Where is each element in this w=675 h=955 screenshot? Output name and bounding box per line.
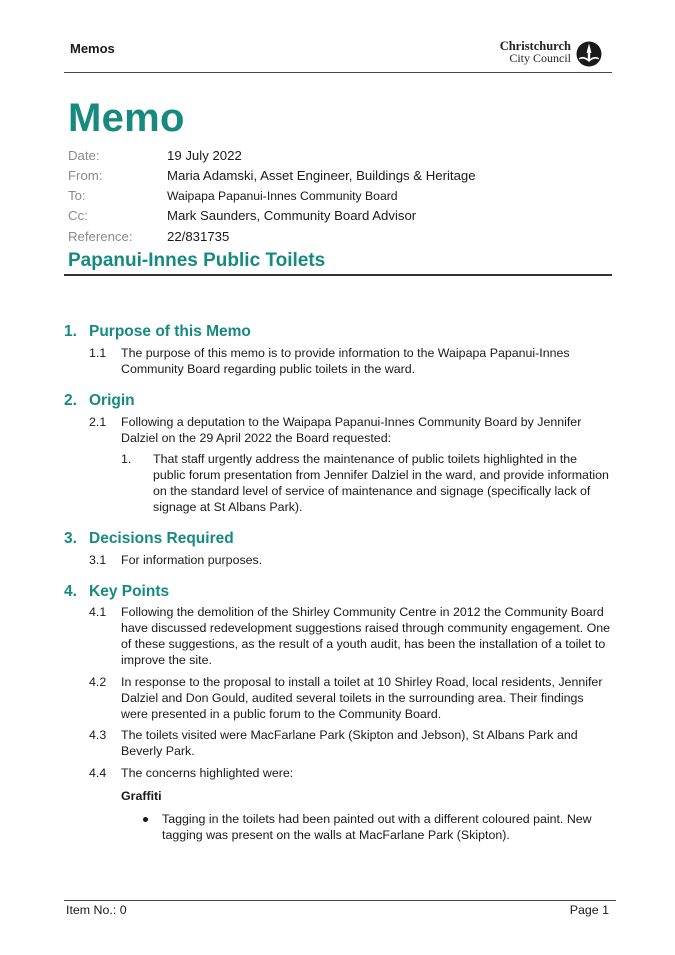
council-logo [498,40,602,70]
section-number: 2. [64,392,77,409]
section-title: Purpose of this Memo [89,323,251,340]
item-number: 1. [121,452,132,466]
bullet-dot-icon [143,817,148,822]
meta-value: 19 July 2022 [167,148,242,163]
meta-key: To: [68,188,86,203]
meta-value: Maria Adamski, Asset Engineer, Buildings & Heritage [167,168,476,183]
paragraph-text: Following a deputation to the Waipapa Papanui-Innes Community Board by Jennifer Dalziel on the 29 April 2022 the Board requested: [121,415,582,445]
section-title: Decisions Required [89,530,234,547]
meta-key: Date: [68,148,100,163]
paragraph-text: The toilets visited were MacFarlane Park (Skipton and Jebson), St Albans Park and Beverly Park. [121,728,578,758]
meta-key: Cc: [68,208,88,223]
paragraph-number: 4.4 [89,766,107,780]
logo-line2: City Council [509,51,571,65]
memo-subject: Papanui-Innes Public Toilets [68,250,326,271]
header-section-label: Memos [70,41,115,56]
footer-divider [64,900,616,901]
paragraph-text: The concerns highlighted were: [121,766,294,780]
page-title: Memo [68,96,185,140]
meta-value: Waipapa Papanui-Innes Community Board [167,189,398,203]
section-number: 4. [64,583,77,600]
section-title: Key Points [89,583,170,600]
section-title: Origin [89,392,135,409]
logo-line1: Christchurch [499,39,571,53]
paragraph-text: For information purposes. [121,553,263,567]
paragraph-number: 1.1 [89,346,107,360]
paragraph-text: Following the demolition of the Shirley Community Centre in 2012 the Community Board have discussed redevelopment suggestions raised through community engagement. One of these suggestions, as the result of a youth audit, has been the installation of a toilet to improve the site. [121,605,611,667]
meta-key: From: [68,168,103,183]
paragraph-number: 4.1 [89,605,107,619]
header-divider [64,72,612,73]
meta-value: Mark Saunders, Community Board Advisor [167,208,417,223]
paragraph-number: 2.1 [89,415,107,429]
item-text: That staff urgently address the maintenance of public toilets highlighted in the public forum presentation from Jennifer Dalziel in the ward, and provide information on the standard level of service of maintenance and signage (specifically lack of signage at St Albans Park). [153,452,609,514]
paragraph-number: 4.2 [89,675,107,689]
footer-item-number: Item No.: 0 [66,903,127,917]
section-number: 3. [64,530,77,547]
bullet-text: Tagging in the toilets had been painted out with a different coloured paint. New tagging was present on the walls at MacFarlane Park (Skipton). [162,812,592,842]
sub-heading-graffiti: Graffiti [121,789,162,803]
paragraph-number: 4.3 [89,728,107,742]
paragraph-number: 3.1 [89,553,107,567]
cathedral-logo-icon [576,41,602,67]
meta-key: Reference: [68,229,133,244]
paragraph-text: In response to the proposal to install a toilet at 10 Shirley Road, local residents, Jennifer Dalziel and Don Gould, audited several toilets in the surrounding area. Their findings were presented in a public forum to the Community Board. [121,675,603,721]
paragraph-text: The purpose of this memo is to provide information to the Waipapa Papanui-Innes Community Board regarding public toilets in the ward. [121,346,570,376]
logo-text [500,40,571,64]
meta-value: 22/831735 [167,229,230,244]
subject-divider [64,274,612,276]
footer-page-number: Page 1 [569,903,609,917]
section-number: 1. [64,323,77,340]
